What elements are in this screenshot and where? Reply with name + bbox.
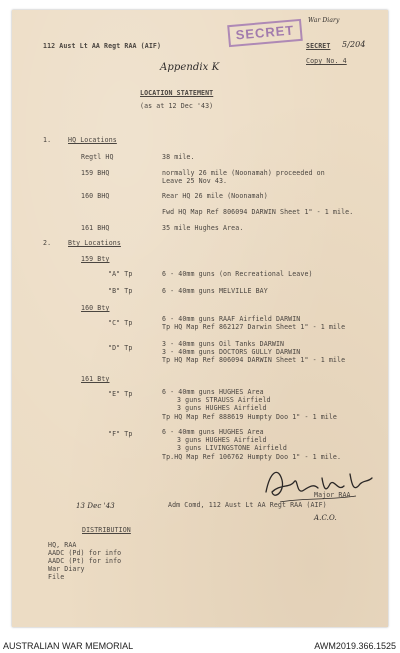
troop-detail: 3 - 40mm guns DOCTORS GULLY DARWIN [162,348,301,356]
troop-detail: 3 - 40mm guns Oil Tanks DARWIN [162,340,285,348]
hq-unit: 161 BHQ [81,224,110,232]
troop-detail: Tp HQ Map Ref 888619 Humpty Doo 1" - 1 mile [162,413,337,421]
troop-detail: 6 - 40mm guns (on Recreational Leave) [162,270,313,278]
distribution-item: File [48,573,65,581]
as-at-date: (as at 12 Dec '43) [140,102,214,110]
hq-unit: 159 BHQ [81,169,110,177]
hq-location: Fwd HQ Map Ref 806094 DARWIN Sheet 1" - 1 mile. [162,208,354,216]
troop-detail: 6 - 40mm guns HUGHES Area [162,428,264,436]
troop-detail: 3 guns HUGHES Airfield [177,404,267,412]
archive-footer [0,639,400,653]
secret-stamp: SECRET [227,19,303,47]
troop-label: "A" Tp [108,270,133,278]
troop-detail: 3 guns HUGHES Airfield [177,436,267,444]
troop-detail: 3 guns STRAUSS Airfield [177,396,271,404]
battery-name: 160 Bty [81,304,110,312]
document-sheet [12,10,388,627]
troop-label: "F" Tp [108,430,133,438]
signatory-initials: A.C.O. [314,514,337,522]
signatory-rank: Major RAA [314,491,351,499]
section-2-title: Bty Locations [68,239,121,247]
section-1-title: HQ Locations [68,136,117,144]
document-title: LOCATION STATEMENT [140,89,214,97]
unit-heading: 112 Aust Lt AA Regt RAA (AIF) [43,42,162,50]
signatory-role: Adm Comd, 112 Aust Lt AA Regt RAA (AIF) [168,501,327,509]
archive-reference: AWM2019.366.1525 [314,641,396,651]
distribution-title: DISTRIBUTION [82,526,131,534]
troop-detail: Tp HQ Map Ref 806094 DARWIN Sheet 1" - 1 mile [162,356,346,364]
reference-number: 5/204 [342,40,366,49]
troop-detail: 6 - 40mm guns MELVILLE BAY [162,287,268,295]
troop-detail: 3 guns LIVINGSTONE Airfield [177,444,287,452]
troop-label: "B" Tp [108,287,133,295]
war-diary-annotation: War Diary [308,17,340,24]
secret-label: SECRET [306,42,331,50]
hq-unit: 160 BHQ [81,192,110,200]
battery-name: 159 Bty [81,255,110,263]
troop-label: "D" Tp [108,344,133,352]
distribution-item: AADC (Pd) for info [48,549,122,557]
distribution-item: HQ, RAA [48,541,77,549]
appendix-annotation: Appendix K [160,62,220,73]
battery-name: 161 Bty [81,375,110,383]
hq-location: normally 26 mile (Noonamah) proceeded on [162,169,325,177]
troop-detail: Tp.HQ Map Ref 106762 Humpty Doo 1" - 1 mile. [162,453,342,461]
section-2-number: 2. [43,239,52,247]
troop-detail: 6 - 40mm guns RAAF Airfield DARWIN [162,315,301,323]
section-1-number: 1. [43,136,52,144]
troop-label: "C" Tp [108,319,133,327]
hq-location: 35 mile Hughes Area. [162,224,244,232]
hq-location: Rear HQ 26 mile (Noonamah) [162,192,268,200]
hq-unit: Regtl HQ [81,153,114,161]
troop-label: "E" Tp [108,390,133,398]
hq-location: 38 mile. [162,153,195,161]
archive-name: AUSTRALIAN WAR MEMORIAL [3,641,134,651]
hq-location: Leave 25 Nov 43. [162,177,228,185]
copy-number: Copy No. 4 [306,57,347,65]
distribution-item: War Diary [48,565,85,573]
troop-detail: Tp HQ Map Ref 862127 Darwin Sheet 1" - 1 mile [162,323,346,331]
signoff-date: 13 Dec '43 [76,502,115,510]
troop-detail: 6 - 40mm guns HUGHES Area [162,388,264,396]
distribution-item: AADC (Pt) for info [48,557,122,565]
